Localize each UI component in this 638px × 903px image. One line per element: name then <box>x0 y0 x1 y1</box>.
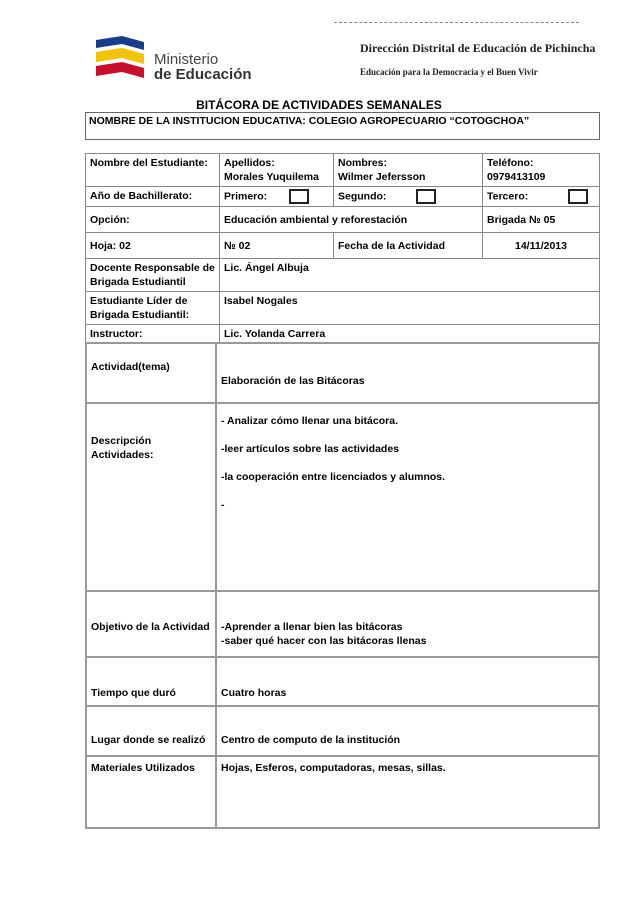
anio-label: Año de Bachillerato: <box>86 187 220 207</box>
fecha-value: 14/11/2013 <box>483 233 600 259</box>
tiempo-label: Tiempo que duró <box>86 657 216 706</box>
instructor-value: Lic. Yolanda Carrera <box>220 325 600 344</box>
telefono-cell <box>483 154 600 187</box>
activity-detail-table <box>85 342 600 829</box>
apellidos-value: Morales Yuquilema <box>224 171 319 183</box>
nombre-label: Nombre del Estudiante: <box>86 154 220 187</box>
descripcion-item: -leer artículos sobre las actividades <box>221 443 399 455</box>
objetivo-item: -Aprender a llenar bien las bitácoras <box>221 621 403 633</box>
lema-text: Educación para la Democracia y el Buen Vivir <box>360 67 538 77</box>
tiempo-value: Cuatro horas <box>216 657 599 706</box>
docente-value: Lic. Ángel Albuja <box>220 259 600 292</box>
header-rule <box>334 22 579 23</box>
apellidos-label: Apellidos: <box>224 157 275 169</box>
lugar-label: Lugar donde se realizó <box>86 706 216 756</box>
tercero-label: Tercero: <box>487 190 529 203</box>
telefono-value: 0979413109 <box>487 171 546 183</box>
lider-label: Estudiante Líder de Brigada Estudiantil: <box>86 292 220 325</box>
tercero-cell <box>483 187 600 207</box>
page-title: BITÁCORA DE ACTIVIDADES SEMANALES <box>196 98 442 112</box>
materiales-value: Hojas, Esferos, computadoras, mesas, sillas. <box>216 756 599 828</box>
apellidos-cell <box>220 154 334 187</box>
lugar-value: Centro de computo de la institución <box>216 706 599 756</box>
student-info-table <box>85 153 600 344</box>
actividad-value: Elaboración de las Bitácoras <box>216 343 599 403</box>
instructor-label: Instructor: <box>86 325 220 344</box>
materiales-label: Materiales Utilizados <box>86 756 216 828</box>
segundo-label: Segundo: <box>338 190 387 203</box>
primero-checkbox[interactable] <box>289 189 309 204</box>
descripcion-item: -la cooperación entre licenciados y alumnos. <box>221 471 446 483</box>
lider-value: Isabel Nogales <box>220 292 600 325</box>
nombres-label: Nombres: <box>338 157 388 169</box>
telefono-label: Teléfono: <box>487 157 534 169</box>
nombres-cell <box>334 154 483 187</box>
opcion-label: Opción: <box>86 207 220 233</box>
direccion-heading: Dirección Distrital de Educación de Pichincha <box>360 41 596 55</box>
opcion-value: Educación ambiental y reforestación <box>220 207 483 233</box>
numero-value: № 02 <box>220 233 334 259</box>
primero-cell <box>220 187 334 207</box>
segundo-cell <box>334 187 483 207</box>
descripcion-item: - Analizar cómo llenar una bitácora. <box>221 415 398 427</box>
logo-line2: de Educación <box>154 66 252 83</box>
primero-label: Primero: <box>224 190 268 203</box>
objetivo-cell <box>216 591 599 657</box>
logo-text <box>154 52 252 82</box>
tercero-checkbox[interactable] <box>568 189 588 204</box>
docente-label: Docente Responsable de Brigada Estudiantil <box>86 259 220 292</box>
descripcion-item: - <box>221 499 225 511</box>
fecha-label: Fecha de la Actividad <box>334 233 483 259</box>
actividad-label: Actividad(tema) <box>86 343 216 403</box>
brigada-value: Brigada № 05 <box>483 207 600 233</box>
descripcion-label: Descripción Actividades: <box>86 403 216 591</box>
objetivo-label: Objetivo de la Actividad <box>86 591 216 657</box>
segundo-checkbox[interactable] <box>416 189 436 204</box>
nombres-value: Wilmer Jefersson <box>338 171 426 183</box>
hoja-value: Hoja: 02 <box>86 233 220 259</box>
institucion-field: NOMBRE DE LA INSTITUCION EDUCATIVA: COLEGIO AGROPECUARIO “COTOGCHOA” <box>85 112 600 140</box>
logo-line1: Ministerio <box>154 51 219 68</box>
objetivo-item: -saber qué hacer con las bitácoras llenas <box>221 635 427 647</box>
descripcion-cell <box>216 403 599 591</box>
